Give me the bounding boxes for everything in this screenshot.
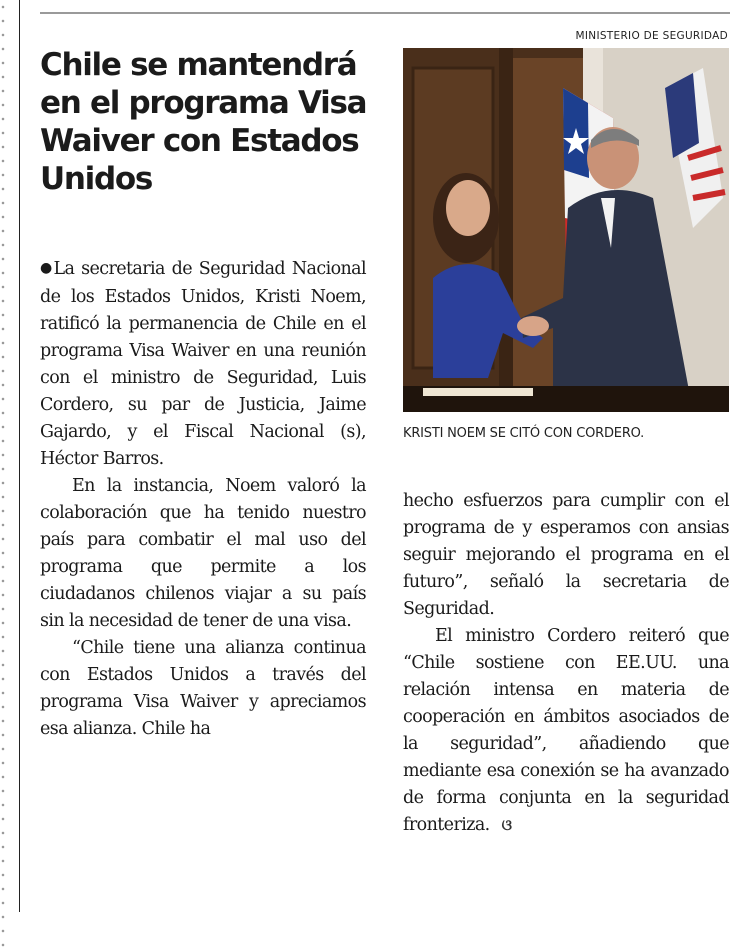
column-rule [19, 0, 20, 912]
photo-caption: KRISTI NOEM SE CITÓ CON CORDERO. [403, 426, 645, 441]
headline: Chile se mantendrá en el programa Visa Waiver con Estados Unidos [40, 47, 367, 197]
paragraph-4: hecho esfuerzos para cumplir con el programa de y esperamos con ansias seguir mejorando el programa en el futuro”, señaló la secretaria de Seguridad. [403, 491, 729, 619]
paragraph-2: En la instancia, Noem valoró la colaboración que ha tenido nuestro país para combatir el mal uso del programa que permite a los ciudadanos chilenos viajar a su país sin la necesidad de tener de una visa. [40, 476, 366, 631]
end-mark-icon: ଓ [501, 816, 512, 834]
paragraph-1: ●La secretaria de Seguridad Nacional de los Estados Unidos, Kristi Noem, ratificó la permanencia de Chile en el programa Visa Waiver en una reunión con el ministro de Seguridad, Luis Cordero, su par de Justicia, Jaime Gajardo, y el Fiscal Nacional (s), Héctor Barros. [40, 259, 367, 469]
article-column-1 [40, 256, 366, 743]
photo-illustration [403, 48, 729, 412]
paragraph-3: “Chile tiene una alianza continua con Estados Unidos a través del programa Visa Waiver y apreciamos esa alianza. Chile ha [40, 638, 366, 739]
article-column-2 [403, 488, 729, 839]
page-edge-dots [0, 0, 6, 948]
paragraph-5: El ministro Cordero reiteró que “Chile sostiene con EE.UU. una relación intensa en materia de cooperación en ámbitos asociados de la seguridad”, añadiendo que mediante esa conexión se ha avanzado de forma conjunta en la seguridad fronteriza. ଓ [403, 626, 729, 835]
bullet-icon: ● [40, 260, 54, 276]
top-rule [40, 12, 730, 14]
article-photo [403, 48, 729, 412]
photo-credit: MINISTERIO DE SEGURIDAD [575, 30, 728, 42]
